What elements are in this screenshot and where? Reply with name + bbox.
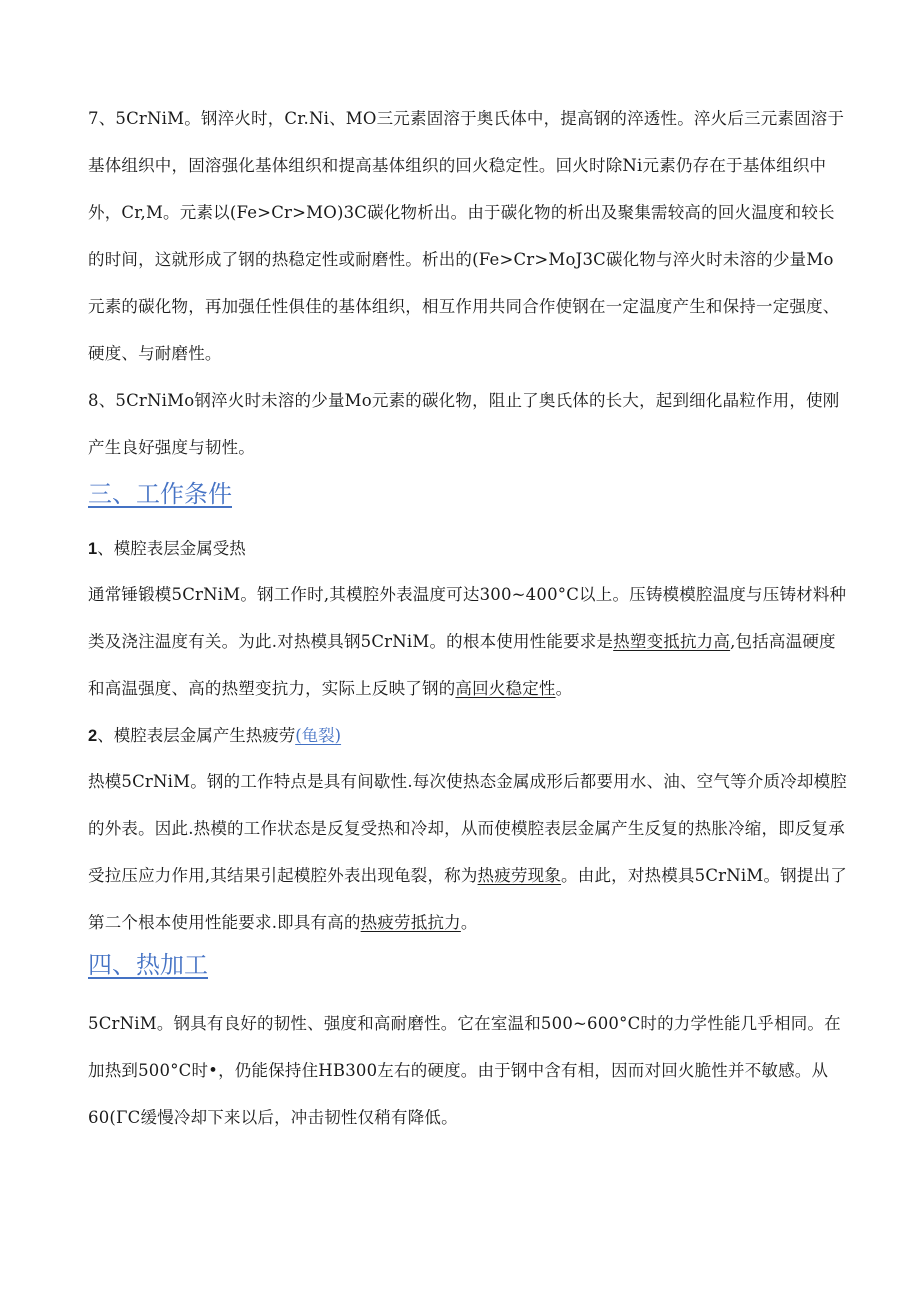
underlined-term-temper-stability: 高回火稳定性 bbox=[455, 679, 556, 698]
underlined-term-thermal-fatigue: 热疲劳现象 bbox=[477, 866, 562, 885]
paragraph-hot-working-text: 5CrNiM。钢具有良好的韧性、强度和高耐磨性。它在室温和500~600°C时的力学性能几乎相同。在加热到500°C时•，仍能保持住HB300左右的硬度。由于钢中含有相，因而对回火脆性并不敏感。从60(ΓC缓慢冷却下来以后，冲击韧性仅稍有降低。 bbox=[88, 1014, 841, 1127]
underlined-term-fatigue-resistance: 热疲劳抵抗力 bbox=[360, 913, 461, 932]
paragraph-8 bbox=[88, 377, 848, 471]
section-heading-working-conditions[interactable]: 三、工作条件 bbox=[88, 480, 232, 508]
paragraph-fatigue-text-c: 。 bbox=[460, 913, 478, 932]
paragraph-7-text: 7、5CrNiM。钢淬火时，Cr.Ni、MO三元素固溶于奥氏体中，提高钢的淬透性。淬火后三元素固溶于基体组织中，固溶强化基体组织和提高基体组织的回火稳定性。回火时除Ni元素仍存在于基体组织中外，Cr,M。元素以(Fe>Cr>MO)3C碳化物析出。由于碳化物的析出及聚集需较高的回火温度和较长的时间，这就形成了钢的热稳定性或耐磨性。析出的(Fe>Cr>MoJ3C碳化物与淬火时未溶的少量Mo元素的碳化物，再加强任性俱佳的基体组织，相互作用共同合作使钢在一定温度产生和保持一定强度、硬度、与耐磨性。 bbox=[88, 109, 845, 363]
subheading-2 bbox=[88, 721, 341, 751]
paragraph-thermal-fatigue bbox=[88, 758, 848, 946]
crack-link[interactable]: (龟裂) bbox=[295, 726, 342, 745]
paragraph-heating-text-c: 。 bbox=[555, 679, 573, 698]
paragraph-8-text: 8、5CrNiMo钢淬火时未溶的少量Mo元素的碳化物，阻止了奥氏体的长大，起到细化晶粒作用，使刚产生良好强度与韧性。 bbox=[88, 391, 840, 457]
subheading-2-text: 、模腔表层金属产生热疲劳 bbox=[97, 726, 296, 745]
subheading-1-number: 1 bbox=[88, 540, 98, 558]
underlined-term-thermoplastic-resistance: 热塑变抵抗力高 bbox=[613, 632, 731, 651]
subheading-1-text: 、模腔表层金属受热 bbox=[97, 539, 246, 558]
subheading-1 bbox=[88, 534, 246, 564]
paragraph-heating-text-a: 通常锤锻模5CrNiM。钢工作时,其模腔外表温度可达300~400°C以上。压铸模模腔温度与压铸材料种类及浇注温度有关。为此.对热模具钢5CrNiM。的根本使用性能要求是 bbox=[88, 585, 847, 651]
subheading-2-number: 2 bbox=[88, 727, 98, 745]
paragraph-fatigue-text-b: 。由此，对热模具5CrNiM。钢提出了第二个根本使用性能要求.即具有高的 bbox=[88, 866, 847, 932]
paragraph-fatigue-text-a: 热模5CrNiM。钢的工作特点是具有间歇性.每次使热态金属成形后都要用水、油、空气等介质冷却模腔的外表。因此.热模的工作状态是反复受热和冷却，从而使模腔表层金属产生反复的热胀冷缩，即反复承受拉压应力作用,其结果引起模腔外表出现龟裂，称为 bbox=[88, 772, 847, 885]
paragraph-7 bbox=[88, 95, 848, 377]
paragraph-hot-working bbox=[88, 1000, 848, 1141]
section-heading-hot-working[interactable]: 四、热加工 bbox=[88, 951, 208, 979]
paragraph-heating bbox=[88, 571, 848, 712]
paragraph-heating-text-b: ,包括高温硬度和高温强度、高的热塑变抗力，实际上反映了钢的 bbox=[88, 632, 836, 698]
